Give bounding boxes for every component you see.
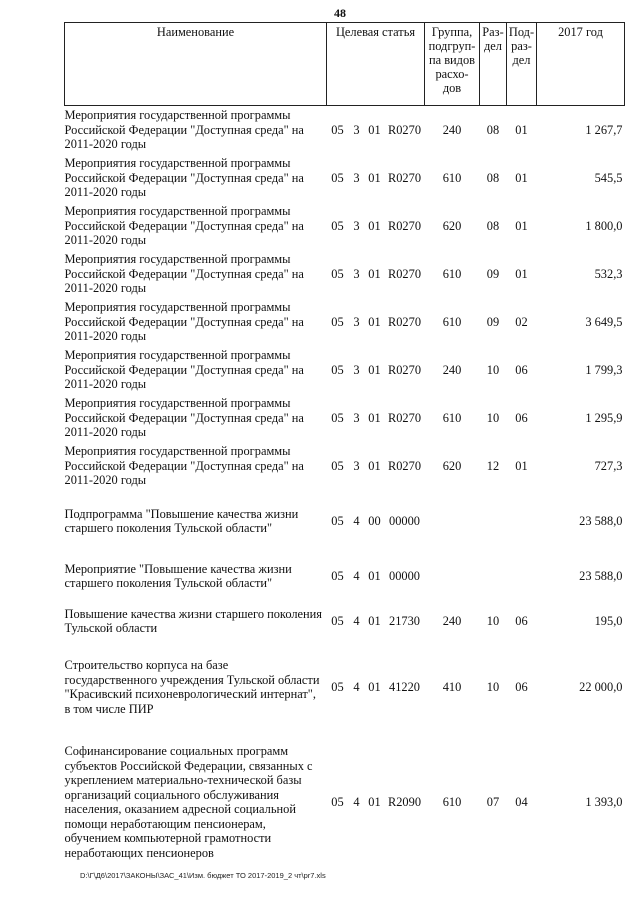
subsection-code: 04	[515, 794, 528, 809]
table-row	[65, 394, 625, 442]
target-part-3: 01	[368, 613, 381, 628]
row-name: Подпрограмма "Повышение качества жизни старшего поколения Тульской области"	[64, 506, 299, 535]
row-name: Строительство корпуса на базе государственного учреждения Тульской области "Красивский психоневрологический интернат", в том числе ПИР	[64, 658, 320, 716]
subsection-code: 06	[515, 613, 528, 628]
amount-2017: 22 000,0	[579, 679, 623, 694]
target-part-2: 3	[353, 218, 360, 233]
target-part-1: 05	[331, 613, 344, 628]
section-code: 09	[486, 314, 500, 329]
group-code: 610	[442, 794, 462, 809]
amount-2017: 532,3	[594, 266, 623, 281]
target-part-1: 05	[331, 679, 344, 694]
section-code: 09	[486, 266, 500, 281]
target-part-3: 01	[368, 266, 381, 281]
section-code: 08	[486, 170, 500, 185]
target-part-4: R0270	[387, 170, 422, 185]
target-part-4: R0270	[387, 266, 422, 281]
target-part-3: 01	[368, 568, 381, 583]
table-row	[65, 106, 625, 155]
row-name: Софинансирование социальных программ субъектов Российской Федерации, связанных с укреплением материально-технической базы организаций социального обслуживания населения, оказанием адресной социальной помощи неработающим пенсионерам, обучением компьютерной грамотности неработающих пенсионеров	[64, 744, 313, 860]
target-part-3: 01	[368, 679, 381, 694]
target-part-4: R0270	[387, 314, 422, 329]
section-code: 08	[486, 122, 500, 137]
target-part-2: 3	[353, 458, 360, 473]
table-row	[65, 642, 625, 732]
row-name: Мероприятия государственной программы Российской Федерации "Доступная среда" на 2011-2020 годы	[64, 156, 304, 200]
group-code: 240	[442, 362, 462, 377]
table-row	[65, 490, 625, 552]
row-name: Мероприятия государственной программы Российской Федерации "Доступная среда" на 2011-2020 годы	[64, 252, 304, 296]
target-part-1: 05	[331, 568, 344, 583]
table-row	[65, 154, 625, 202]
table-row	[65, 552, 625, 600]
table-row	[65, 442, 625, 490]
amount-2017: 1 800,0	[585, 218, 623, 233]
table-row	[65, 600, 625, 642]
target-part-4: R0270	[387, 122, 422, 137]
target-part-1: 05	[331, 122, 344, 137]
target-part-1: 05	[331, 458, 344, 473]
target-part-4: 21730	[389, 613, 420, 628]
subsection-code	[507, 490, 537, 552]
row-name: Мероприятие "Повышение качества жизни старшего поколения Тульской области"	[64, 561, 292, 590]
group-code: 240	[442, 122, 462, 137]
group-code: 610	[442, 266, 462, 281]
header-section: Раз- дел	[480, 23, 507, 106]
subsection-code	[507, 552, 537, 600]
target-part-2: 3	[353, 266, 360, 281]
budget-table-sheet	[64, 22, 624, 872]
target-part-1: 05	[331, 218, 344, 233]
group-code: 610	[442, 170, 462, 185]
target-part-1: 05	[331, 794, 344, 809]
amount-2017: 1 393,0	[585, 794, 623, 809]
amount-2017: 1 799,3	[585, 362, 623, 377]
group-code: 610	[442, 314, 462, 329]
target-part-1: 05	[331, 362, 344, 377]
row-name: Мероприятия государственной программы Российской Федерации "Доступная среда" на 2011-2020 годы	[64, 444, 304, 488]
section-code: 10	[486, 410, 500, 425]
page-number: 48	[334, 6, 346, 20]
subsection-code: 06	[515, 362, 528, 377]
group-code: 620	[442, 218, 462, 233]
target-part-2: 3	[353, 122, 360, 137]
target-part-3: 01	[368, 458, 381, 473]
budget-table	[64, 22, 625, 872]
row-name: Мероприятия государственной программы Российской Федерации "Доступная среда" на 2011-2020 годы	[64, 348, 304, 392]
subsection-code: 01	[515, 218, 528, 233]
section-code: 07	[486, 794, 500, 809]
group-code: 240	[442, 613, 462, 628]
section-code: 10	[486, 613, 500, 628]
section-code	[480, 552, 507, 600]
table-row	[65, 346, 625, 394]
subsection-code: 01	[515, 266, 528, 281]
amount-2017: 727,3	[594, 458, 623, 473]
target-part-1: 05	[331, 266, 344, 281]
target-part-1: 05	[331, 314, 344, 329]
target-part-4: R0270	[387, 458, 422, 473]
target-part-1: 05	[331, 410, 344, 425]
group-code: 620	[442, 458, 462, 473]
table-row	[65, 732, 625, 872]
subsection-code: 02	[515, 314, 528, 329]
row-name: Мероприятия государственной программы Российской Федерации "Доступная среда" на 2011-2020 годы	[64, 108, 304, 152]
target-part-4: 41220	[389, 679, 420, 694]
target-part-3: 01	[368, 362, 381, 377]
target-part-2: 4	[353, 568, 360, 583]
target-part-2: 3	[353, 170, 360, 185]
target-part-2: 4	[353, 513, 360, 528]
target-part-2: 3	[353, 314, 360, 329]
row-name: Мероприятия государственной программы Российской Федерации "Доступная среда" на 2011-2020 годы	[64, 396, 304, 440]
target-part-1: 05	[331, 513, 344, 528]
table-row	[65, 250, 625, 298]
table-row	[65, 202, 625, 250]
header-year: 2017 год	[537, 23, 625, 106]
target-part-2: 4	[353, 679, 360, 694]
amount-2017: 1 267,7	[585, 122, 623, 137]
target-part-4: 00000	[389, 513, 420, 528]
amount-2017: 195,0	[594, 613, 623, 628]
target-part-3: 00	[368, 513, 381, 528]
group-code: 610	[442, 410, 462, 425]
table-row	[65, 298, 625, 346]
target-part-2: 4	[353, 794, 360, 809]
group-code: 410	[442, 679, 462, 694]
target-part-3: 01	[368, 794, 381, 809]
amount-2017: 23 588,0	[579, 568, 623, 583]
target-part-3: 01	[368, 314, 381, 329]
target-part-1: 05	[331, 170, 344, 185]
amount-2017: 3 649,5	[585, 314, 623, 329]
group-code	[425, 552, 480, 600]
subsection-code: 01	[515, 170, 528, 185]
row-name: Мероприятия государственной программы Российской Федерации "Доступная среда" на 2011-2020 годы	[64, 204, 304, 248]
header-group: Группа, подгруп- па видов расхо- дов	[425, 23, 480, 106]
header-subsection: Под- раз- дел	[507, 23, 537, 106]
target-part-3: 01	[368, 410, 381, 425]
subsection-code: 06	[515, 410, 528, 425]
target-part-4: 00000	[389, 568, 420, 583]
subsection-code: 06	[515, 679, 528, 694]
header-target: Целевая статья	[327, 23, 425, 106]
table-body	[65, 106, 625, 873]
footer-file-path: D:\Г\Д6\2017\ЗАКОНЫ\ЗАС_41\Изм. бюджет ТО 2017-2019_2 чт\pr7.xls	[80, 871, 326, 880]
section-code: 10	[486, 679, 500, 694]
section-code: 12	[486, 458, 500, 473]
target-part-4: R0270	[387, 218, 422, 233]
amount-2017: 545,5	[594, 170, 623, 185]
target-part-3: 01	[368, 218, 381, 233]
amount-2017: 1 295,9	[585, 410, 623, 425]
target-part-4: R0270	[387, 362, 422, 377]
group-code	[425, 490, 480, 552]
section-code	[480, 490, 507, 552]
row-name: Повышение качества жизни старшего поколения Тульской области	[64, 606, 322, 635]
amount-2017: 23 588,0	[579, 513, 623, 528]
target-part-4: R2090	[387, 794, 422, 809]
target-part-4: R0270	[387, 410, 422, 425]
row-name: Мероприятия государственной программы Российской Федерации "Доступная среда" на 2011-2020 годы	[64, 300, 304, 344]
target-part-3: 01	[368, 122, 381, 137]
target-part-2: 3	[353, 410, 360, 425]
target-part-2: 3	[353, 362, 360, 377]
subsection-code: 01	[515, 122, 528, 137]
target-part-2: 4	[353, 613, 360, 628]
section-code: 10	[486, 362, 500, 377]
target-part-3: 01	[368, 170, 381, 185]
section-code: 08	[486, 218, 500, 233]
subsection-code: 01	[515, 458, 528, 473]
header-name: Наименование	[65, 23, 327, 106]
table-header-row	[65, 23, 625, 106]
